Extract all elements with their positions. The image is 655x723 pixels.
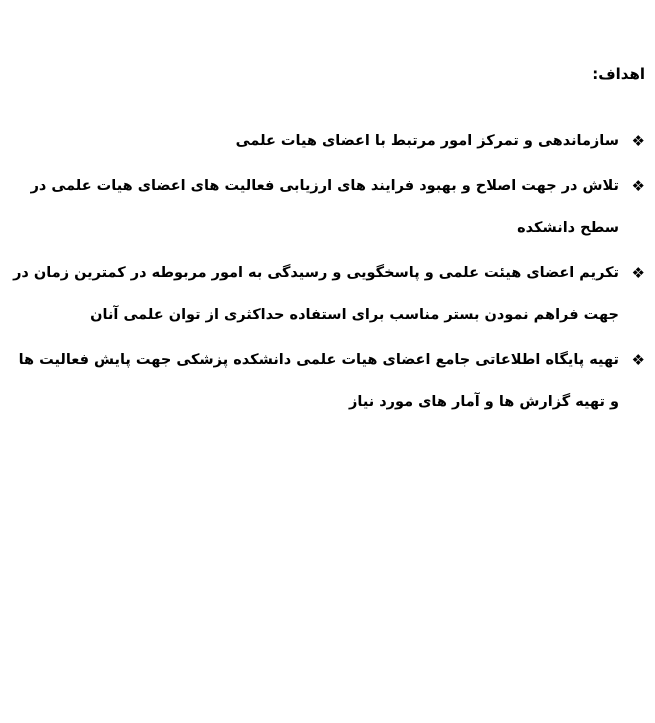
section-heading: اهداف: xyxy=(592,65,645,83)
goals-list xyxy=(5,120,645,423)
goal-item xyxy=(5,120,645,162)
goal-item xyxy=(5,339,645,423)
goal-text: تلاش در جهت اصلاح و بهبود فرایند های ارزیابی فعالیت های اعضای هیات علمی در سطح دانشکده xyxy=(30,178,619,236)
goal-text: تکریم اعضای هیئت علمی و پاسخگویی و رسیدگی به امور مربوطه در کمترین زمان در جهت فراهم نمودن بستر مناسب برای استفاده حداکثری از توان علمی آنان xyxy=(13,265,619,323)
goal-item xyxy=(5,165,645,249)
goal-text: تهیه پایگاه اطلاعاتی جامع اعضای هیات علمی دانشکده پزشکی جهت پایش فعالیت ها و تهیه گزارش ها و آمار های مورد نیاز xyxy=(18,352,619,410)
goal-text: سازماندهی و تمرکز امور مرتبط با اعضای هیات علمی xyxy=(235,133,619,149)
diamond-bullet-icon: ❖ xyxy=(631,351,645,369)
diamond-bullet-icon: ❖ xyxy=(631,264,645,282)
goal-item xyxy=(5,252,645,336)
diamond-bullet-icon: ❖ xyxy=(631,177,645,195)
diamond-bullet-icon: ❖ xyxy=(631,132,645,150)
